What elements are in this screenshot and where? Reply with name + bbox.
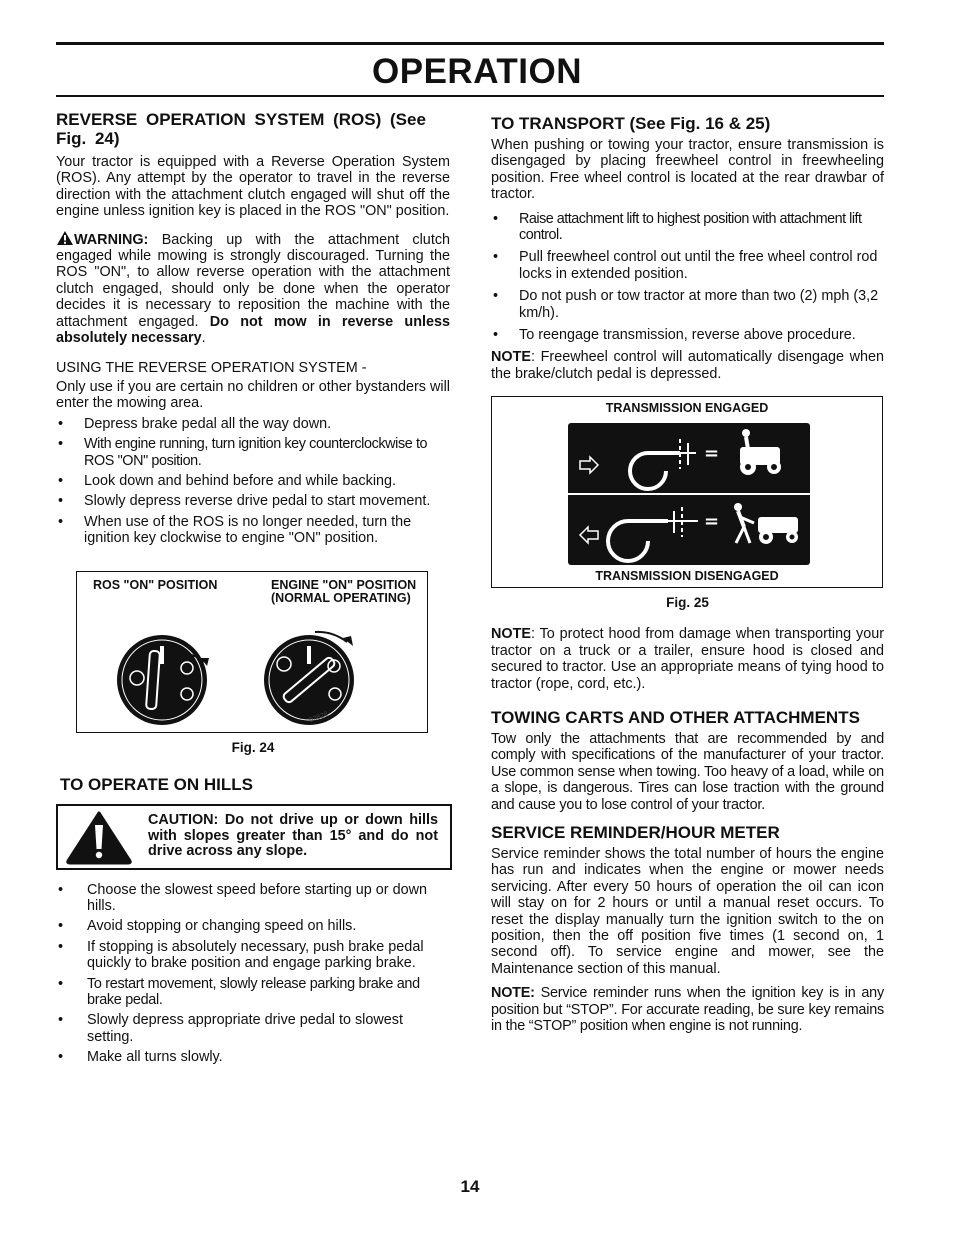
fig25-caption: Fig. 25	[666, 595, 709, 611]
title-underline	[56, 95, 884, 97]
hills-steps-list	[56, 882, 450, 1066]
ros-heading: REVERSE OPERATION SYSTEM (ROS) (See Fig. 24)	[56, 110, 426, 148]
left-column	[56, 110, 450, 1072]
note2-label: NOTE	[491, 626, 531, 643]
fig24-label-left: ROS "ON" POSITION	[93, 577, 218, 592]
hills-heading: TO OPERATE ON HILLS	[60, 774, 253, 794]
ignition-switch-ros-icon	[117, 635, 209, 725]
list-item: • Avoid stopping or changing speed on hills.	[56, 918, 450, 934]
service-text: Service reminder shows the total number of hours the engine has run and indicates when the engine or mower needs servicing. After every 50 hours of operation the oil can icon will stay on for 2 hours or until a manual reset occurs. To reset the display manually turn the ignition switch to the on position, then the off position five times (1 second on, 1 second off). To service engine and mower, see the Maintenance section of this manual.	[491, 845, 884, 977]
page-number: 14	[460, 1177, 480, 1196]
fig24-part-number: 02828	[308, 710, 330, 724]
list-item: • Do not push or tow tractor at more than two (2) mph (3,2 km/h).	[491, 288, 884, 321]
list-item: • Slowly depress reverse drive pedal to start movement.	[56, 493, 450, 509]
using-heading: USING THE REVERSE OPERATION SYSTEM -	[56, 360, 367, 377]
fig25-top-label: TRANSMISSION ENGAGED	[605, 401, 769, 416]
note2	[491, 626, 884, 692]
transport-heading: TO TRANSPORT (See Fig. 16 & 25)	[491, 114, 771, 133]
page-title: OPERATION	[372, 52, 582, 91]
fig25-bottom-label: TRANSMISSION DISENGAGED	[595, 569, 779, 584]
list-item: • To restart movement, slowly release parking brake and brake pedal.	[56, 976, 450, 1009]
list-item: • Depress brake pedal all the way down.	[56, 416, 450, 432]
ignition-switch-engine-icon	[264, 631, 354, 724]
list-item: • Raise attachment lift to highest position with attachment lift control.	[491, 211, 884, 244]
list-item: • With engine running, turn ignition key counterclockwise to ROS "ON" position.	[56, 436, 450, 469]
list-item: • Slowly depress appropriate drive pedal to slowest setting.	[56, 1012, 450, 1045]
note3	[491, 985, 884, 1034]
ros-intro: Your tractor is equipped with a Reverse Operation System (ROS). Any attempt by the operator to travel in the reverse direction with the attachment clutch engaged will shut off the engine unless ignition key is placed in the ROS "ON" position.	[56, 154, 450, 220]
note3-label: NOTE:	[491, 985, 535, 1002]
list-item: • Pull freewheel control out until the free wheel control rod locks in extended position.	[491, 249, 884, 282]
warning-text: Backing up with the attachment clutch engaged while mowing is strongly discouraged. Turning the ROS "ON", to allow reverse operation with the attachment clutch engaged, should only be done when the operator decides it is necessary to reposition the machine with the attachment engaged.	[56, 231, 451, 330]
service-heading: SERVICE REMINDER/HOUR METER	[491, 822, 780, 842]
list-item: • Look down and behind before and while backing.	[56, 473, 450, 489]
fig24-box	[76, 571, 428, 733]
note3-text: Service reminder runs when the ignition key is in any position but “STOP”. For accurate reading, be sure key remains in the “STOP” position when engine is not running.	[491, 985, 884, 1034]
transport-intro: When pushing or towing your tractor, ensure transmission is disengaged by placing freewheel control in freewheeling position. Free wheel control is located at the rear drawbar of tractor.	[491, 137, 884, 203]
warning-paragraph: WARNING: Backing up with the attachment clutch engaged while mowing is strongly discouraged. Turning the ROS "ON", to allow reverse operation with the attachment clutch engaged, should only be done when the operator decides it is necessary to reposition the machine with the attachment engaged. Do not mow in reverse unless absolutely necessary.	[56, 231, 451, 347]
list-item: • To reengage transmission, reverse above procedure.	[491, 327, 884, 343]
fig24-label-right-1: ENGINE "ON" POSITION	[271, 577, 417, 592]
towing-text: Tow only the attachments that are recommended by and comply with specifications of the manufacturer of your tractor. Use common sense when towing. Too heavy of a load, while on a slope, is dangerous. Tires can lose traction with the ground and cause you to lose control of your tractor.	[491, 730, 884, 813]
note1-label: NOTE	[491, 349, 531, 366]
list-item: • Choose the slowest speed before starting up or down hills.	[56, 882, 450, 915]
transport-steps-list	[491, 211, 884, 344]
note1-text: : Freewheel control will automatically disengage when the brake/clutch pedal is depressed.	[491, 349, 884, 382]
list-item: • When use of the ROS is no longer needed, turn the ignition key clockwise to engine "ON" position.	[56, 514, 450, 547]
svg-text:=: =	[704, 443, 720, 465]
list-item: • If stopping is absolutely necessary, push brake pedal quickly to brake position and engage parking brake.	[56, 939, 450, 972]
using-text: Only use if you are certain no children or other bystanders will enter the mowing area.	[56, 378, 450, 412]
note2-text: : To protect hood from damage when transporting your tractor on a truck or a trailer, ensure hood is closed and secured to tractor. Use an appropriate means of tying hood to tractor (rope, cord, etc.).	[491, 626, 884, 692]
towing-heading: TOWING CARTS AND OTHER ATTACHMENTS	[491, 707, 860, 727]
fig24-caption: Fig. 24	[231, 739, 275, 755]
top-rule	[56, 42, 884, 45]
warning-label: WARNING:	[74, 231, 149, 248]
warning-triangle-icon	[56, 230, 74, 246]
ros-steps-list	[56, 416, 450, 547]
note1	[491, 349, 884, 382]
caution-text: CAUTION: Do not drive up or down hills with slopes greater than 15° and do not drive across any slope.	[148, 812, 438, 860]
fig25-box	[491, 396, 883, 588]
right-column	[491, 114, 884, 1040]
svg-text:=: =	[704, 511, 720, 533]
fig24-label-right-2: (NORMAL OPERATING)	[271, 590, 411, 605]
caution-box	[56, 804, 452, 870]
freewheel-control-illustration	[568, 423, 810, 565]
ignition-switch-illustration	[77, 602, 427, 730]
list-item: • Make all turns slowly.	[56, 1049, 450, 1065]
warning-bold: Do not mow in reverse unless absolutely necessary	[56, 313, 450, 347]
caution-triangle-icon	[64, 809, 134, 865]
